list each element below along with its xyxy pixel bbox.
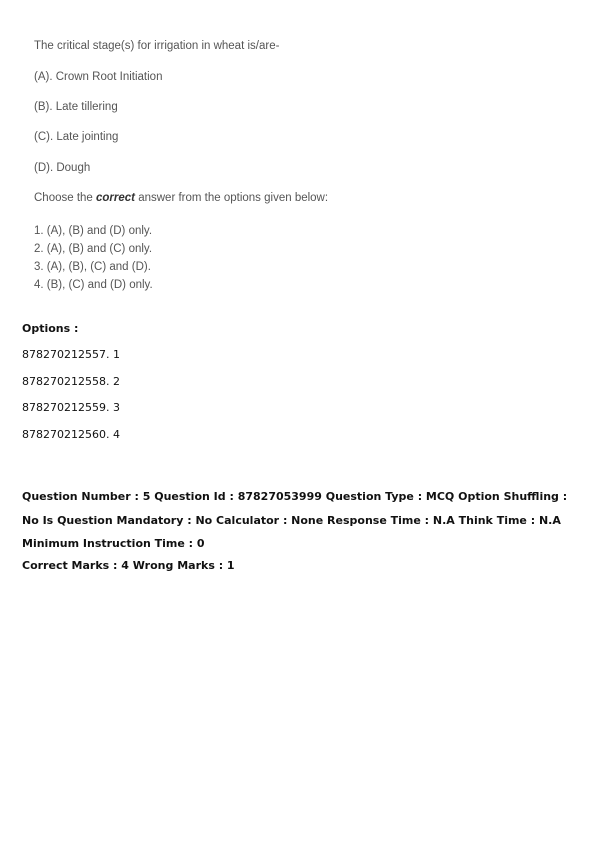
answer-item: 3. (A), (B), (C) and (D). [34, 261, 151, 273]
answer-item: 1. (A), (B) and (D) only. [34, 225, 153, 237]
answer-list [34, 222, 153, 294]
answer-instruction [34, 192, 328, 204]
statement-a: (A). Crown Root Initiation [34, 71, 163, 83]
statement-d: (D). Dough [34, 162, 91, 174]
option-item: 878270212560. 4 [22, 428, 120, 441]
question-info: Question Number : 5 Question Id : 87827053999 Question Type : MCQ Option Shuffling : No Is Question Mandatory : No Calculator : None Response Time : N.A Think Time : N.A Minimum Instruction Time : 0 [22, 490, 568, 550]
options-label: Options : [22, 322, 79, 335]
instruction-emphasis: correct [96, 192, 136, 204]
answer-item: 2. (A), (B) and (C) only. [34, 243, 153, 255]
option-item: 878270212558. 2 [22, 375, 120, 388]
statement-b: (B). Late tillering [34, 101, 118, 113]
marks-info: Correct Marks : 4 Wrong Marks : 1 [22, 559, 235, 572]
option-item: 878270212557. 1 [22, 348, 120, 361]
instruction-prefix: Choose the [34, 192, 97, 204]
answer-item: 4. (B), (C) and (D) only. [34, 279, 153, 291]
option-item: 878270212559. 3 [22, 401, 120, 414]
question-stem: The critical stage(s) for irrigation in wheat is/are- [34, 40, 280, 52]
statement-c: (C). Late jointing [34, 131, 119, 143]
instruction-suffix: answer from the options given below: [135, 192, 329, 204]
